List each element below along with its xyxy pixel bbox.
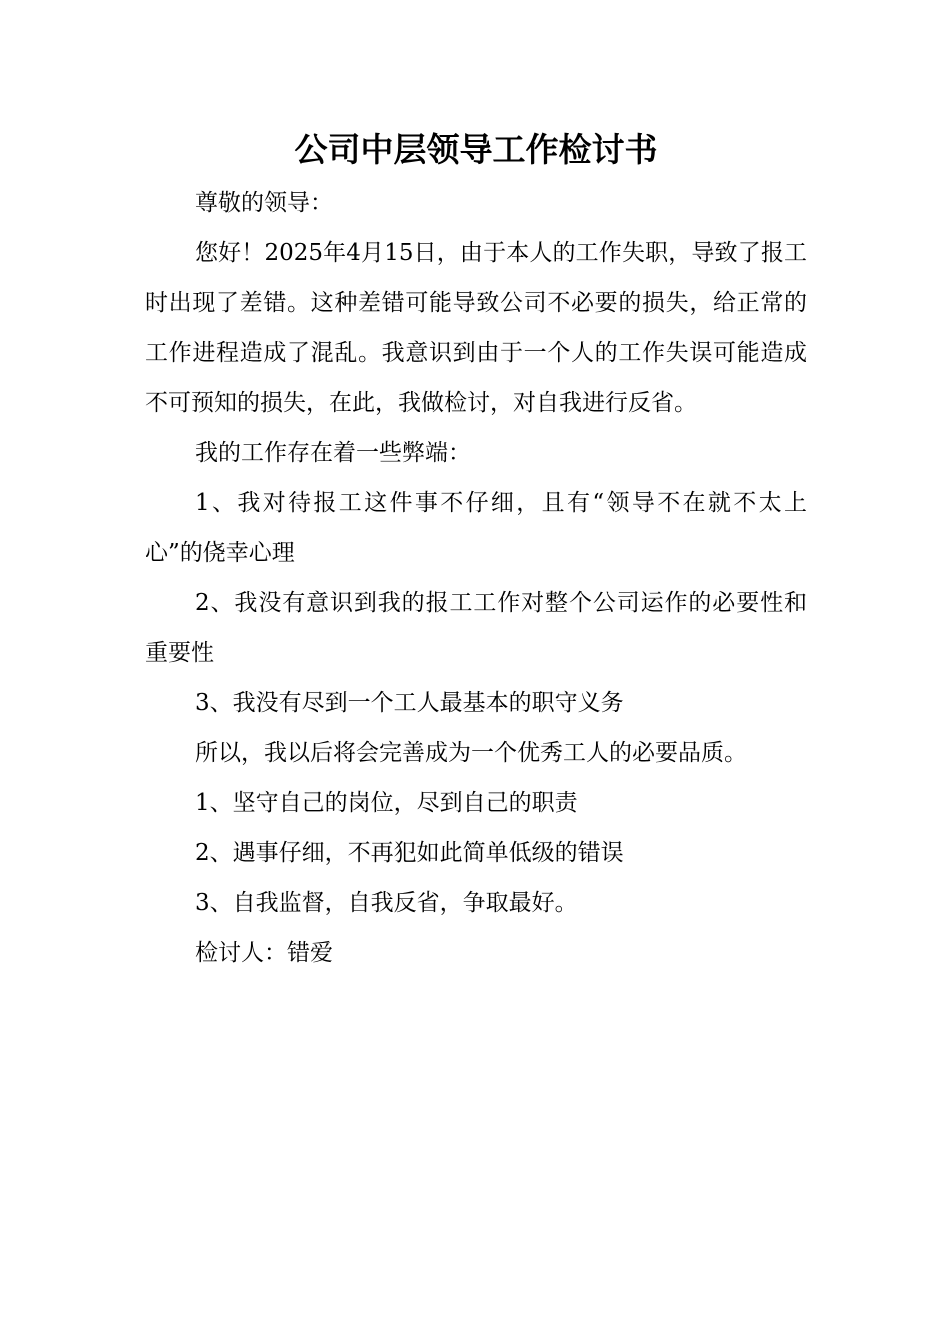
opening-paragraph: 您好！2025年4月15日，由于本人的工作失职，导致了报工时出现了差错。这种差错可能导致公司不必要的损失，给正常的工作进程造成了混乱。我意识到由于一个人的工作失误可能造成不可预知的损失，在此，我做检讨，对自我进行反省。 (145, 240, 807, 416)
shortcoming-item: 1、我对待报工这件事不仔细，且有“领导不在就不太上心”的侥幸心理 (145, 490, 807, 566)
signature-line: 检讨人：错爱 (195, 940, 333, 966)
shortcomings-heading: 我的工作存在着一些弊端： (195, 440, 471, 466)
improvement-item: 1、坚守自己的岗位，尽到自己的职责 (195, 790, 578, 816)
document-body (145, 178, 807, 978)
improvement-heading: 所以，我以后将会完善成为一个优秀工人的必要品质。 (195, 740, 747, 766)
salutation: 尊敬的领导： (195, 190, 333, 216)
document-title: 公司中层领导工作检讨书 (294, 130, 658, 169)
shortcoming-item: 3、我没有尽到一个工人最基本的职守义务 (195, 690, 624, 716)
improvement-item: 3、自我监督，自我反省，争取最好。 (195, 890, 578, 916)
shortcoming-item: 2、我没有意识到我的报工工作对整个公司运作的必要性和重要性 (145, 590, 807, 666)
document-page (145, 128, 807, 978)
improvement-item: 2、遇事仔细，不再犯如此简单低级的错误 (195, 840, 624, 866)
